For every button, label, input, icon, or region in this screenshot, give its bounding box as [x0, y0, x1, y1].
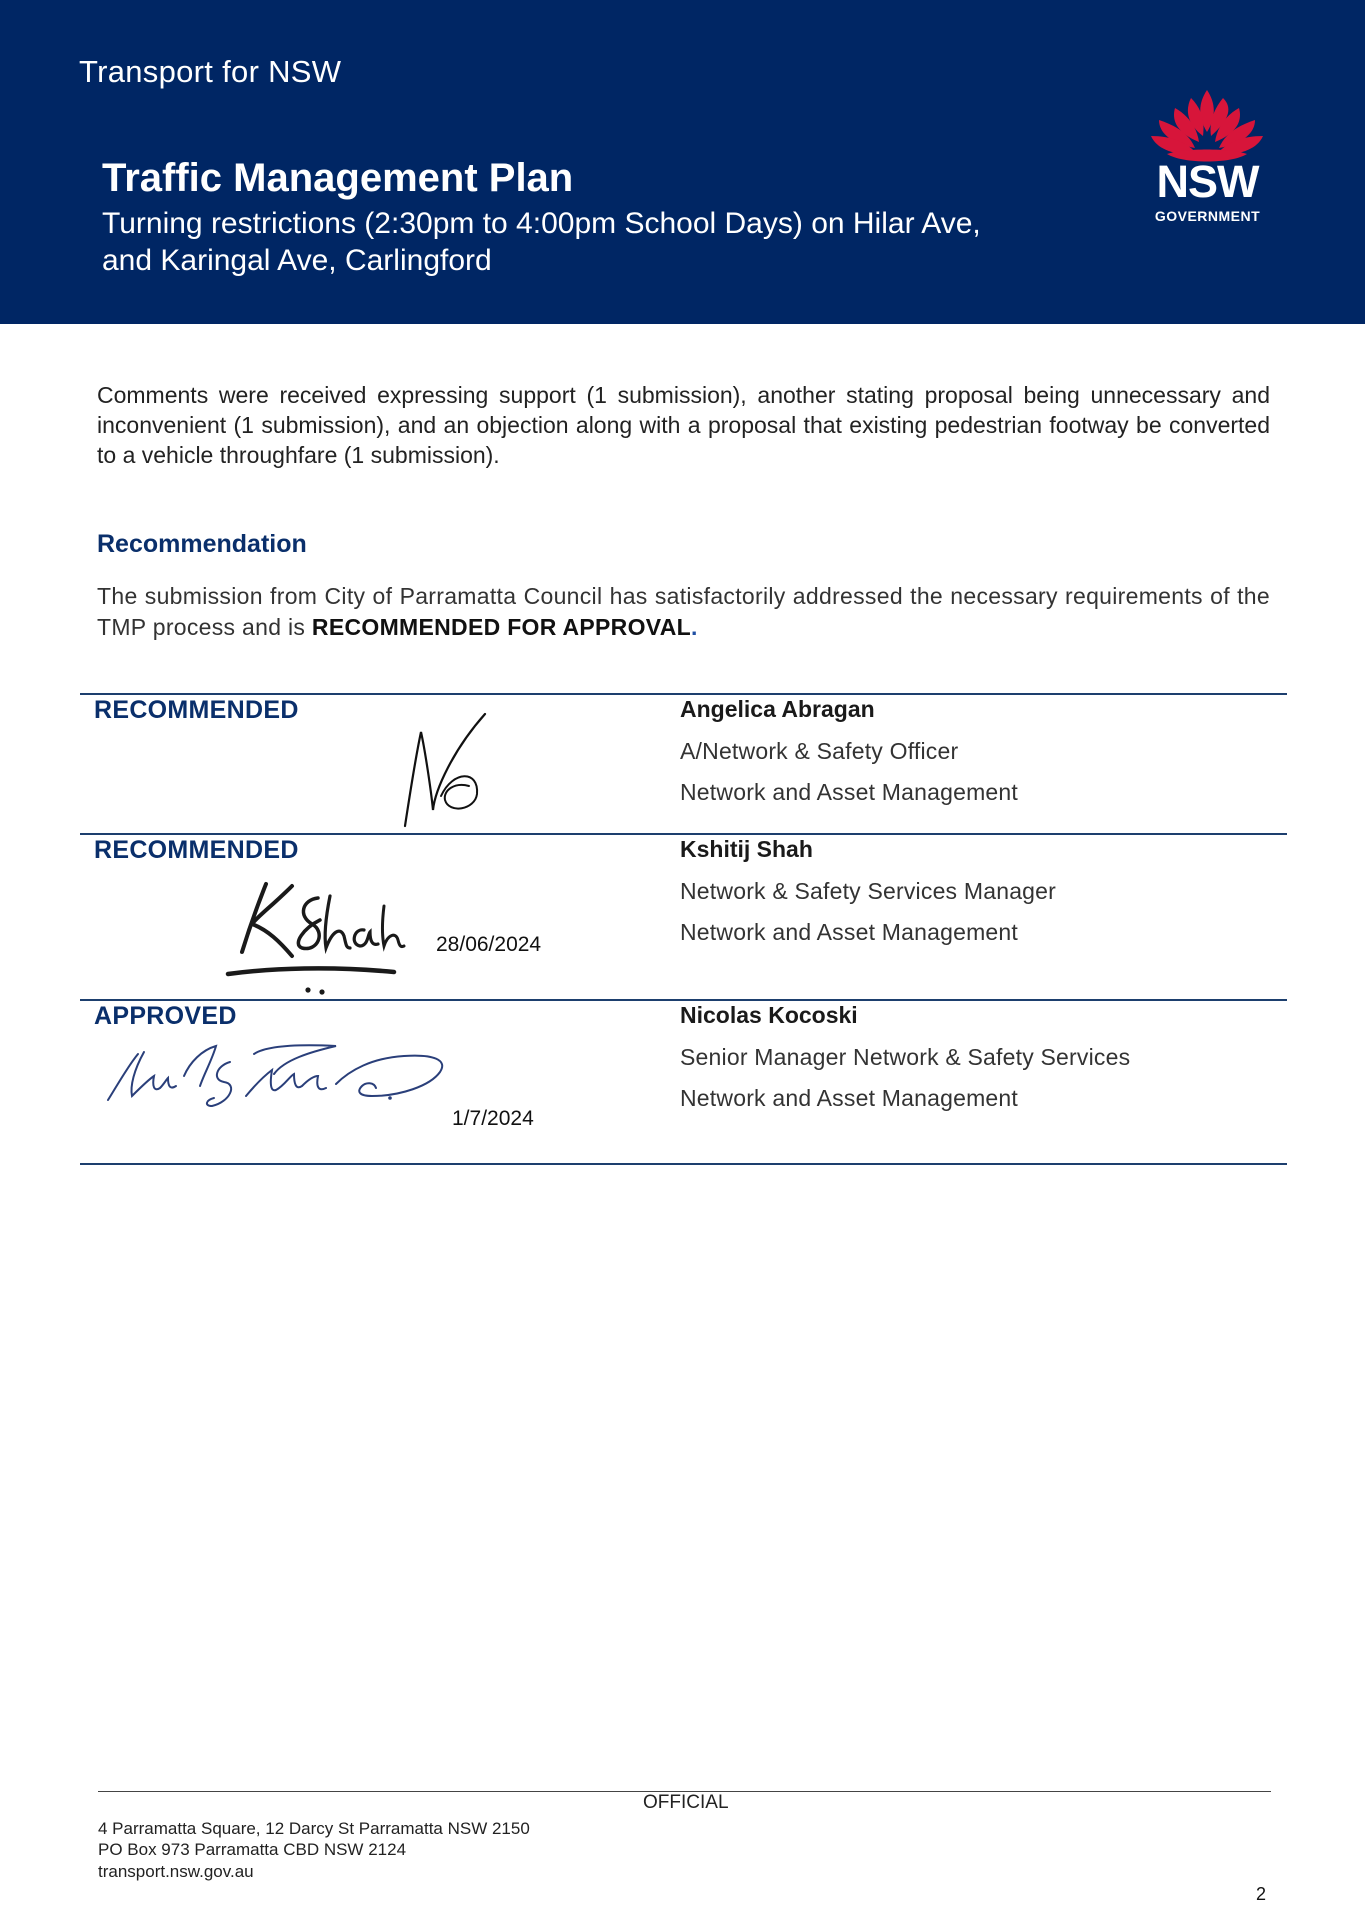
signoff-name: Nicolas Kocoski: [680, 1002, 858, 1028]
signoff-divider: [80, 833, 1287, 835]
recommendation-period: .: [690, 614, 698, 640]
header-banner: [0, 0, 1365, 324]
signoff-status: RECOMMENDED: [94, 836, 299, 864]
footer-address-line-2: PO Box 973 Parramatta CBD NSW 2124: [98, 1840, 407, 1859]
signoff-status: APPROVED: [94, 1002, 237, 1030]
signoff-unit: Network and Asset Management: [680, 779, 1018, 805]
logo-wordmark: NSW: [1156, 156, 1259, 207]
signoff-date: 28/06/2024: [436, 933, 542, 956]
signoff-name: Kshitij Shah: [680, 836, 813, 862]
signoff-divider: [80, 693, 1287, 695]
document-title: Traffic Management Plan: [102, 156, 574, 200]
signoff-role: A/Network & Safety Officer: [680, 738, 959, 764]
signature-nicolas-kocoski: [104, 1040, 449, 1120]
security-classification: OFFICIAL: [643, 1792, 729, 1813]
nsw-government-logo: [1140, 88, 1275, 228]
footer-address-line-1: 4 Parramatta Square, 12 Darcy St Parramatta NSW 2150: [98, 1819, 530, 1838]
signoff-unit: Network and Asset Management: [680, 919, 1018, 945]
document-subtitle: [102, 205, 1122, 279]
signoff-divider: [80, 1163, 1287, 1165]
signature-angelica-abragan: [395, 710, 495, 832]
signoff-unit: Network and Asset Management: [680, 1085, 1018, 1111]
signature-kshitij-shah: [222, 876, 407, 1000]
signoff-divider: [80, 999, 1287, 1001]
comments-summary: Comments were received expressing support (1 submission), another stating proposal being unnecessary and inconvenient (1 submission), and an objection along with a proposal that existing pedestrian footway be converted to a vehicle throughfare (1 submission).: [97, 382, 1270, 468]
page-number: 2: [1256, 1884, 1267, 1904]
signoff-name: Angelica Abragan: [680, 696, 875, 722]
signoff-role: Network & Safety Services Manager: [680, 878, 1057, 904]
subtitle-line-2: and Karingal Ave, Carlingford: [102, 244, 492, 277]
waratah-icon: [1147, 88, 1267, 166]
signoff-status: RECOMMENDED: [94, 696, 299, 724]
subtitle-line-1: Turning restrictions (2:30pm to 4:00pm School Days) on Hilar Ave,: [102, 207, 981, 240]
signoff-role: Senior Manager Network & Safety Services: [680, 1044, 1131, 1070]
recommendation-text: [97, 581, 1270, 643]
recommendation-heading: Recommendation: [97, 530, 307, 558]
recommendation-text-main: The submission from City of Parramatta Council has satisfactorily addressed the necessary requirements of the TMP process and is: [97, 583, 1270, 640]
logo-tagline: GOVERNMENT: [1154, 208, 1261, 224]
signoff-date: 1/7/2024: [452, 1107, 534, 1130]
footer-website: transport.nsw.gov.au: [98, 1862, 254, 1881]
recommendation-verdict: RECOMMENDED FOR APPROVAL: [311, 614, 691, 640]
organisation-name: Transport for NSW: [79, 54, 342, 89]
